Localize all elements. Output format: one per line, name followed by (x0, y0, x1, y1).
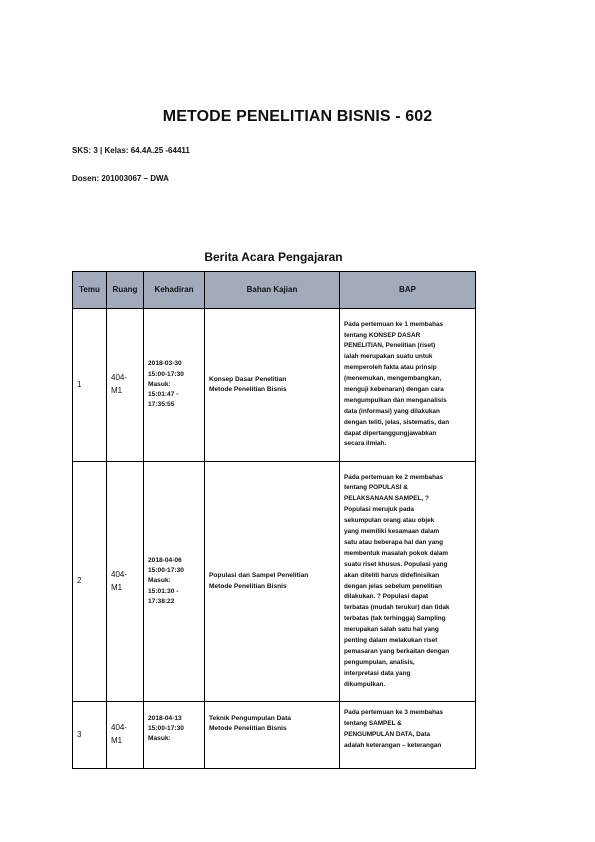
cell-bap-line: Pada pertemuan ke 1 membahas (344, 320, 444, 328)
cell-bap-line: PENELITIAN, Penelitian (riset) (344, 342, 436, 350)
cell-bap-line: mengumpulkan dan menganalisis (344, 396, 447, 404)
header-bahan-kajian: Bahan Kajian (205, 272, 340, 309)
cell-bap-line: Pada pertemuan ke 3 membahas (344, 709, 444, 716)
cell-bap-line: sekumpulan orang atau objek (344, 517, 435, 525)
cell-ruang-line: 404- (111, 373, 128, 383)
document-title: METODE PENELITIAN BISNIS - 602 (162, 108, 433, 125)
cell-bap-line: dapat dipertanggungjawabkan (344, 429, 437, 437)
cell-bap-line: dengan jelas sebelum penelitian (344, 582, 443, 590)
cell-kehadiran-line: 15:01:30 - (148, 587, 179, 595)
cell-bap-line: tentang SAMPEL & (344, 719, 402, 727)
cell-bap-line: dilakukan. ? Populasi dapat (344, 593, 429, 601)
cell-bap-line: pemasaran yang berkaitan dengan (344, 647, 450, 655)
cell-bap-line: dengan teliti, jelas, sistematis, dan (344, 418, 450, 426)
cell-bap-line: secara ilmiah. (344, 440, 387, 448)
lecturer-info: Dosen: 201003067 – DWA (72, 174, 169, 183)
cell-bap-line: memperoleh fakta atau prinsip (344, 364, 437, 372)
table-row (73, 309, 476, 462)
header-ruang: Ruang (107, 272, 144, 309)
cell-bap-line: ialah merupakan suatu untuk (344, 353, 433, 361)
cell-bap-line: Pada pertemuan ke 2 membahas (344, 473, 444, 481)
cell-bap-line: merupakan salah satu hal yang (344, 626, 439, 634)
cell-ruang-line: 404- (111, 723, 128, 733)
cell-bahan-kajian-line: Teknik Pengumpulan Data (209, 715, 291, 722)
cell-bap (340, 462, 476, 702)
cell-bahan-kajian (205, 462, 340, 702)
cell-kehadiran (144, 462, 205, 702)
cell-bap-line: menguji kebenaran) dengan cara (344, 386, 444, 393)
cell-kehadiran-line: Masuk: (148, 735, 171, 743)
cell-ruang-line: M1 (111, 582, 123, 592)
cell-temu: 2 (73, 462, 107, 702)
cell-bahan-kajian (205, 309, 340, 462)
cell-bap-line: penting dalam melakukan riset (344, 636, 438, 644)
cell-bap-line: satu atau beberapa hal dan yang (344, 538, 444, 546)
cell-bap-line: Populasi merujuk pada (344, 506, 414, 514)
cell-bap-line: interpretasi data yang (344, 669, 411, 677)
header-kehadiran: Kehadiran (144, 272, 205, 309)
cell-ruang-line: 404- (111, 569, 128, 579)
cell-bap-line: tentang POPULASI & (344, 484, 408, 492)
cell-kehadiran-line: 15:01:47 - (148, 391, 179, 399)
cell-kehadiran-line: 2018-03-30 (148, 360, 182, 368)
cell-ruang-line: M1 (111, 736, 123, 745)
cell-bap-line: PELAKSANAAN SAMPEL, ? (344, 495, 429, 503)
cell-temu: 1 (73, 309, 107, 462)
cell-bap-line: membentuk masalah pokok dalam (344, 549, 449, 557)
course-info: SKS: 3 | Kelas: 64.4A.25 -64411 (72, 146, 190, 155)
cell-kehadiran-line: Masuk: (148, 380, 171, 388)
cell-bap-line: tentang KONSEP DASAR (344, 331, 421, 339)
section-title: Berita Acara Pengajaran (204, 250, 343, 264)
cell-kehadiran-line: 17:38:22 (148, 597, 175, 605)
cell-ruang (107, 702, 144, 769)
cell-bap (340, 309, 476, 462)
cell-bap (340, 702, 476, 769)
cell-kehadiran-line: Masuk: (148, 577, 171, 585)
cell-bahan-kajian-line: Metode Penelitian Bisnis (209, 386, 287, 393)
cell-bap-line: yang memiliki kesamaan dalam (344, 528, 440, 536)
cell-ruang-line: M1 (111, 386, 123, 395)
cell-bap-line: terbatas (tak terhingga) Sampling (344, 615, 446, 623)
cell-ruang (107, 309, 144, 462)
cell-bap-line: suatu riset khusus. Populasi yang (344, 560, 448, 568)
cell-kehadiran-line: 2018-04-06 (148, 556, 182, 564)
table-header-row (73, 272, 476, 309)
cell-kehadiran (144, 309, 205, 462)
teaching-report-table (72, 271, 476, 769)
cell-kehadiran (144, 702, 205, 769)
cell-kehadiran-line: 15:00-17:30 (148, 567, 184, 575)
cell-bap-line: terbatas (mudah terukur) dan tidak (344, 604, 450, 612)
cell-bahan-kajian-line: Metode Penelitian Bisnis (209, 582, 287, 590)
cell-bahan-kajian-line: Metode Penelitian Bisnis (209, 725, 287, 733)
table-row (73, 462, 476, 702)
cell-bap-line: pengumpulan, analisis, (344, 658, 415, 666)
table-row (73, 702, 476, 769)
cell-bap-line: (menemukan, mengembangkan, (344, 375, 442, 383)
cell-bahan-kajian-line: Konsep Dasar Penelitian (209, 375, 287, 383)
cell-temu: 3 (73, 702, 107, 769)
cell-ruang (107, 462, 144, 702)
cell-kehadiran-line: 15:00-17:30 (148, 370, 184, 378)
cell-bap-line: dikumpulkan. (344, 680, 386, 688)
cell-bahan-kajian-line: Populasi dan Sampel Penelitian (209, 572, 309, 580)
cell-kehadiran-line: 15:00-17:30 (148, 725, 184, 733)
cell-bap-line: PENGUMPULAN DATA, Data (344, 730, 431, 738)
header-bap: BAP (340, 272, 476, 309)
cell-kehadiran-line: 2018-04-13 (148, 715, 182, 722)
cell-bap-line: data (informasi) yang dilakukan (344, 407, 440, 415)
cell-bap-line: akan diteliti harus didefinisikan (344, 571, 440, 579)
cell-bap-line: adalah keterangan – keterangan (344, 741, 442, 749)
cell-bahan-kajian (205, 702, 340, 769)
cell-kehadiran-line: 17:35:55 (148, 401, 175, 409)
header-temu: Temu (73, 272, 107, 309)
